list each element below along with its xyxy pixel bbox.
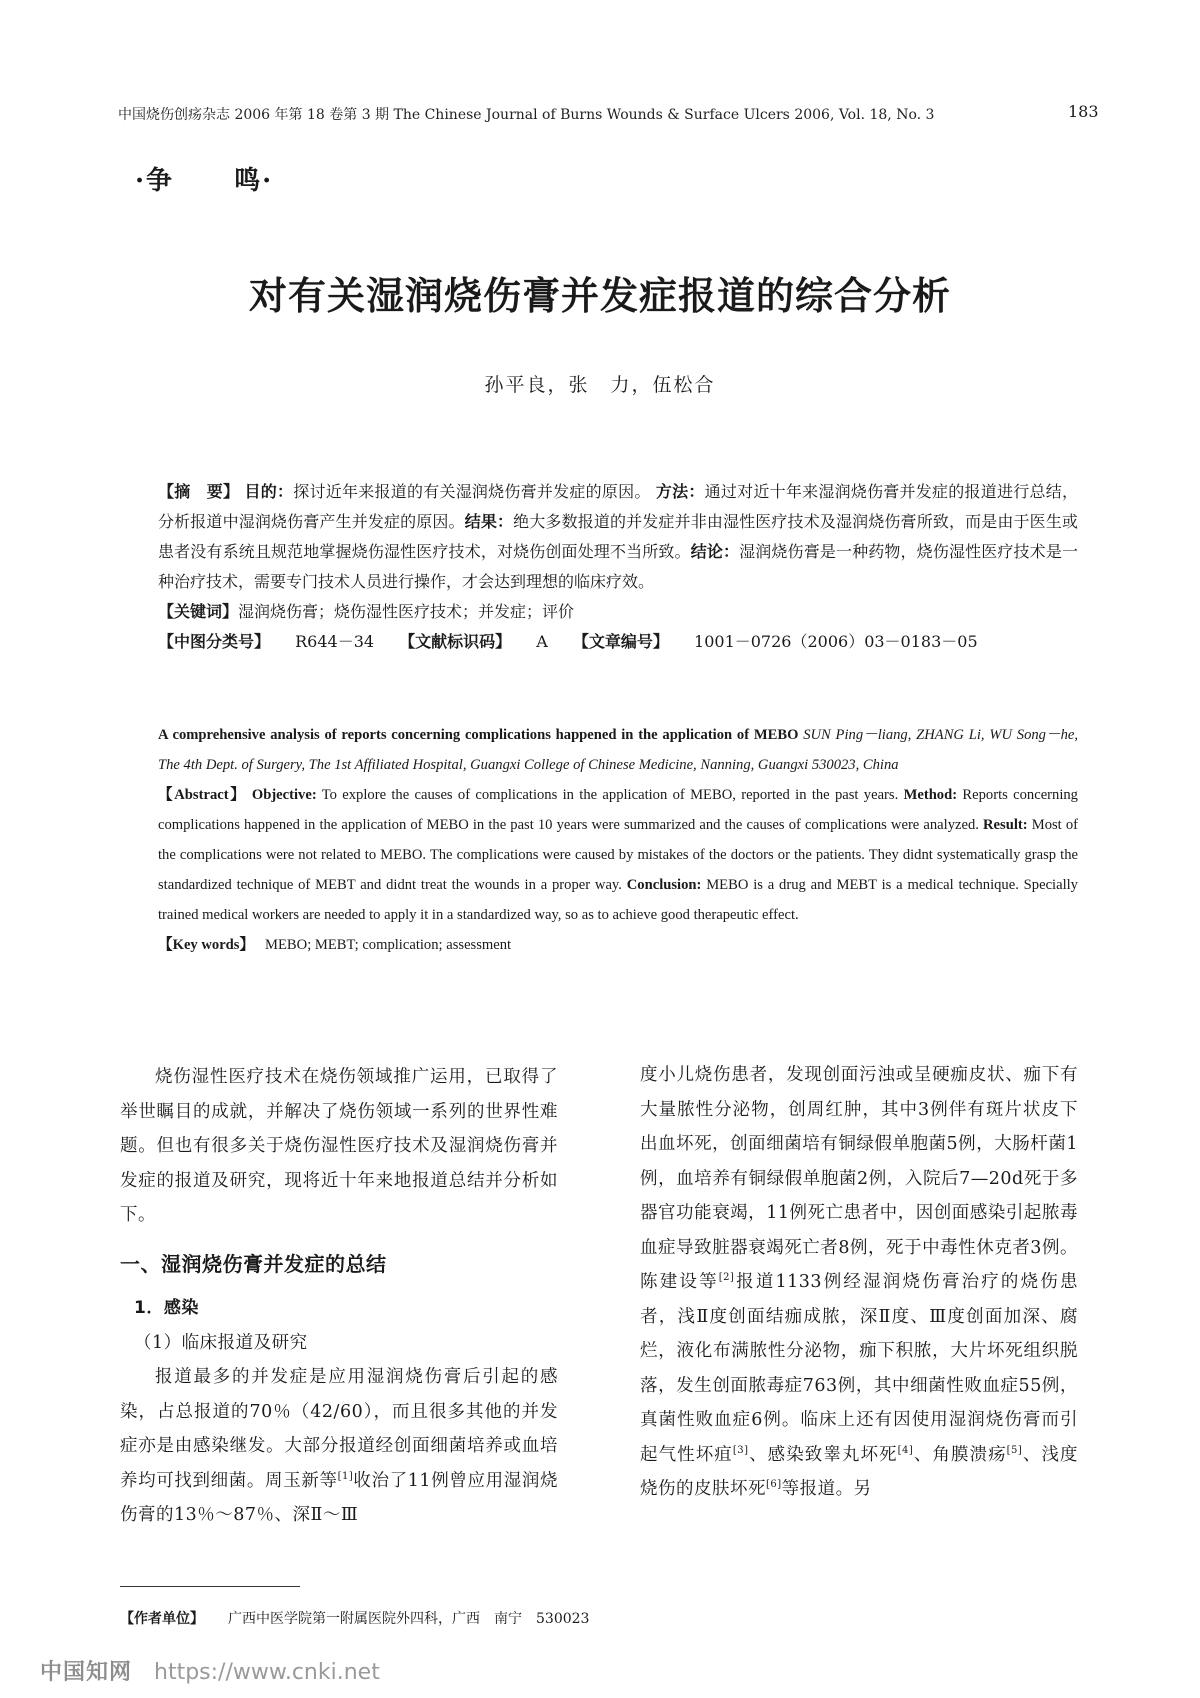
footnote-label: 【作者单位】 <box>120 1611 204 1627</box>
clc-label: 【中图分类号】 <box>158 632 271 651</box>
result-text: 绝大多数报道的并发症并非由湿性医疗技术及湿润烧伤膏所致，而是由于医生或患者没有系统且规范地掌握烧伤湿性医疗技术，对烧伤创面处理不当所致。 <box>158 512 1078 561</box>
body-column-right <box>640 1058 1078 1507</box>
footnote-text: 广西中医学院第一附属医院外四科，广西 南宁 530023 <box>228 1611 590 1627</box>
abstract-en <box>158 720 1078 960</box>
doc-code-value: A <box>536 632 548 651</box>
citation-5: [5] <box>1006 1444 1023 1456</box>
abstract-label: 【摘 要】 <box>158 482 240 501</box>
en-keywords <box>158 930 1078 960</box>
en-abstract <box>158 780 1078 930</box>
author-affiliation-footnote <box>120 1608 589 1628</box>
method-label: 方法： <box>655 482 705 501</box>
keywords-label: 【关键词】 <box>158 602 239 621</box>
en-result: Most of the complications were not related to MEBO. The complications were caused by mistakes of the doctors or the patients. They didnt systematically grasp the standardized technique of MEBT and didnt treat the wounds in a proper way. <box>158 817 1078 893</box>
citation-6: [6] <box>766 1479 782 1491</box>
clc-value: R644－34 <box>295 632 375 651</box>
conclusion-text: 湿润烧伤膏是一种药物，烧伤湿性医疗技术是一种治疗技术，需要专门技术人员进行操作，才会达到理想的临床疗效。 <box>158 542 1078 591</box>
objective-text: 探讨近年来报道的有关湿润烧伤膏并发症的原因。 <box>293 482 651 501</box>
conclusion-label: 结论： <box>690 542 740 561</box>
article-title: 对有关湿润烧伤膏并发症报道的综合分析 <box>248 274 951 318</box>
page-number: 183 <box>1068 102 1099 121</box>
method-text: 通过对近十年来湿润烧伤膏并发症的报道进行总结，分析报道中湿润烧伤膏产生并发症的原因。 <box>158 482 1078 531</box>
citation-1: [1] <box>337 1470 354 1482</box>
watermark-brand: 中国知网 <box>40 1660 133 1685</box>
right-text-f: 等报道。另 <box>781 1479 872 1499</box>
article-no-label: 【文章编号】 <box>572 632 669 651</box>
classification-row <box>158 627 1078 657</box>
right-text-a: 度小儿烧伤患者，发现创面污浊或呈硬痂皮状、痂下有大量脓性分泌物，创周红肿，其中3例伴有斑片状皮下出血坏死，创面细菌培有铜绿假单胞菌5例，大肠杆菌1例，血培养有铜绿假单胞菌2例，入院后7—20d死于多器官功能衰竭，11例死亡患者中，因创面感染引起脓毒血症导致脏器衰竭死亡者8例，死于中毒性休克者3例。陈建设等 <box>640 1065 1078 1292</box>
en-keywords-label: 【Key words】 <box>158 937 255 953</box>
en-method: Reports concerning complications happened in the application of MEBO in the past 10 years were summarized and the causes of complications were analyzed. <box>158 787 1078 833</box>
right-text-c: 、感染致睾丸坏死 <box>748 1444 898 1465</box>
authors: 孙平良，张 力，伍松合 <box>484 374 716 396</box>
en-conclusion: MEBO is a drug and MEBT is a medical technique. Specially trained medical workers are needed to apply it in a standardized way, so as to achieve good therapeutic effect. <box>158 877 1078 923</box>
infection-paragraph <box>120 1360 558 1533</box>
right-paragraph <box>640 1058 1078 1507</box>
right-text-e: 、浅度烧伤的皮肤坏死 <box>640 1444 1079 1499</box>
keywords-text: 湿润烧伤膏；烧伤湿性医疗技术；并发症；评价 <box>238 602 575 621</box>
result-label: 结果： <box>464 512 514 531</box>
keywords-cn <box>158 597 1078 627</box>
section-heading: 一、湿润烧伤膏并发症的总结 <box>120 1251 387 1276</box>
right-text-d: 、角膜溃疡 <box>913 1444 1007 1465</box>
cnki-watermark <box>40 1655 380 1686</box>
subsection-heading: 1．感染 <box>134 1298 199 1318</box>
citation-3: [3] <box>732 1444 749 1456</box>
en-title-authors <box>158 720 1078 780</box>
en-method-label: Method: <box>903 787 958 803</box>
watermark-url: https://www.cnki.net <box>154 1660 380 1685</box>
article-no-value: 1001－0726（2006）03－0183－05 <box>694 632 978 651</box>
en-objective-label: Objective: <box>251 787 317 803</box>
en-keywords-text: MEBO; MEBT; complication; assessment <box>265 937 512 953</box>
column-tag-left: ·争 <box>135 166 175 196</box>
doc-code-label: 【文献标识码】 <box>399 632 512 651</box>
footnote-rule <box>120 1586 300 1587</box>
en-authors: SUN Ping－liang, ZHANG Li, WU Song－he, The 4th Dept. of Surgery, The 1st Affiliated Hospital, Guangxi College of Chinese Medicine, Nanning, Guangxi 530023, China <box>158 727 1078 773</box>
column-tag <box>135 160 273 197</box>
abstract-cn-body <box>158 477 1078 597</box>
right-text-b: 报道1133例经湿润烧伤膏治疗的烧伤患者，浅Ⅱ度创面结痂成脓，深Ⅱ度、Ⅲ度创面加深、腐烂，液化布满脓性分泌物，痂下积脓，大片坏死组织脱落，发生创面脓毒症763例，其中细菌性败血症55例，真菌性败血症6例。临床上还有因使用湿润烧伤膏而引起气性坏疽 <box>640 1272 1078 1465</box>
objective-label: 目的： <box>244 482 294 501</box>
running-head: 中国烧伤创疡杂志 2006 年第 18 卷第 3 期 The Chinese Journal of Burns Wounds & Surface Ulcers 2006, Vol. 18, No. 3 <box>118 107 935 123</box>
en-objective: To explore the causes of complications in the application of MEBO, reported in the past years. <box>321 787 899 803</box>
infection-text-a: 报道最多的并发症是应用湿润烧伤膏后引起的感染，占总报道的70％（42/60），而且很多其他的并发症亦是由感染继发。大部分报道经创面细菌培养或血培养均可找到细菌。周玉新等 <box>120 1367 558 1491</box>
column-tag-right: 鸣· <box>234 166 274 196</box>
citation-2: [2] <box>718 1272 735 1284</box>
abstract-cn <box>158 477 1078 657</box>
subsubsection-heading: （1）临床报道及研究 <box>134 1332 308 1353</box>
en-abstract-label: 【Abstract】 <box>158 787 247 803</box>
en-conclusion-label: Conclusion: <box>626 877 702 893</box>
citation-4: [4] <box>897 1444 914 1456</box>
en-title: A comprehensive analysis of reports concerning complications happened in the application of MEBO <box>158 727 799 743</box>
body-column-left <box>120 1060 558 1533</box>
en-result-label: Result: <box>983 817 1028 833</box>
intro-paragraph: 烧伤湿性医疗技术在烧伤领域推广运用，已取得了举世瞩目的成就，并解决了烧伤领域一系列的世界性难题。但也有很多关于烧伤湿性医疗技术及湿润烧伤膏并发症的报道及研究，现将近十年来地报道总结并分析如下。 <box>120 1067 558 1225</box>
infection-text-b: 收治了11例曾应用湿润烧伤膏的13％～87％、深Ⅱ～Ⅲ <box>120 1470 558 1525</box>
